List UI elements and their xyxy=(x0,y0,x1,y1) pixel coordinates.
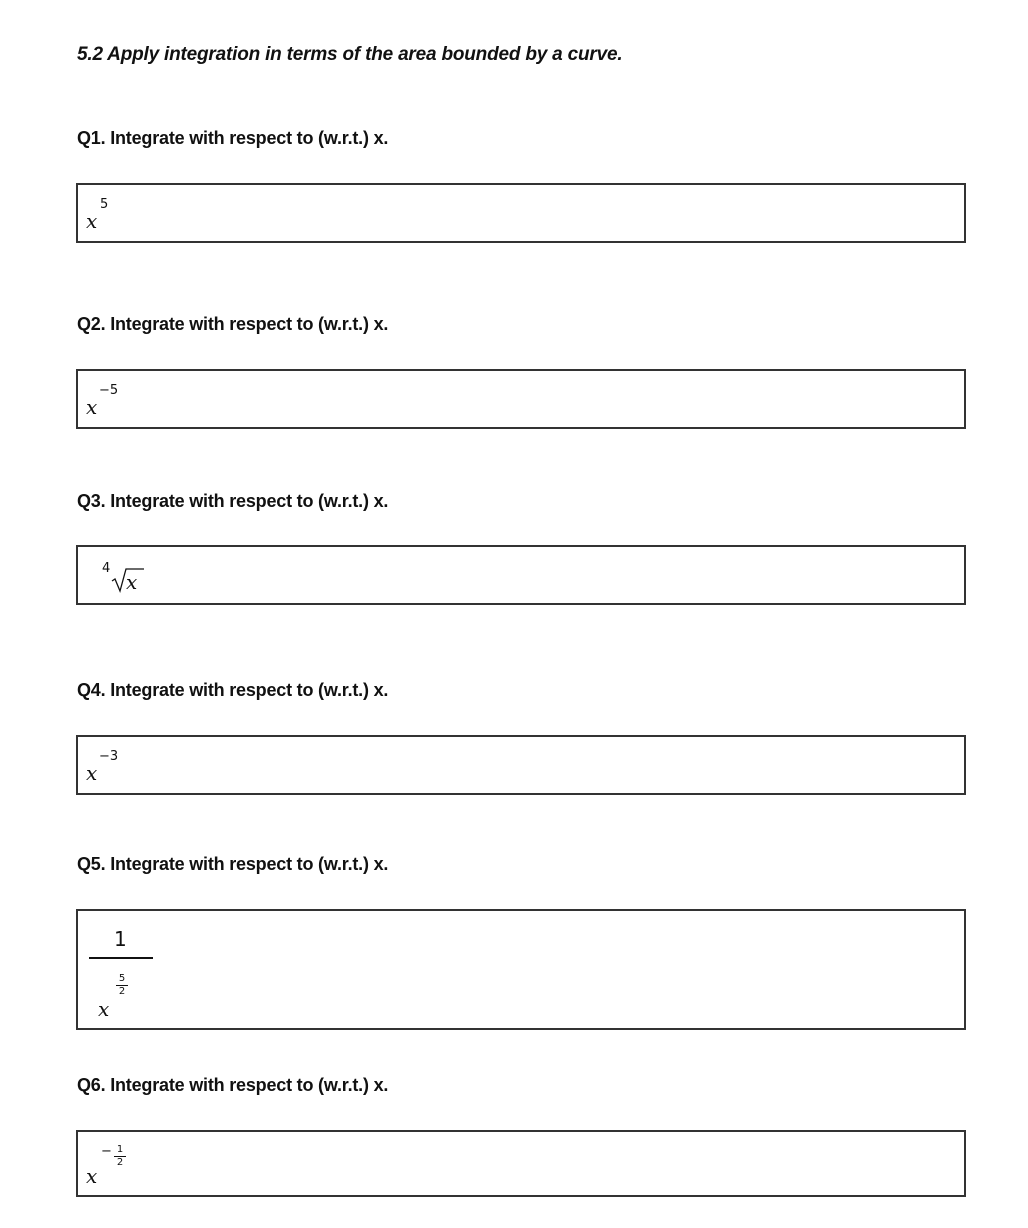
q3-root-index: 4 xyxy=(102,561,111,576)
question-2-heading: Q2. Integrate with respect to (w.r.t.) x. xyxy=(77,314,389,334)
q6-exponent-denominator: 2 xyxy=(116,1157,124,1168)
q6-exponent xyxy=(114,1145,126,1168)
q4-exponent: −3 xyxy=(99,749,119,764)
q5-exponent-denominator: 2 xyxy=(118,986,126,997)
question-4-box xyxy=(76,735,966,795)
page-title: 5.2 Apply integration in terms of the area bounded by a curve. xyxy=(77,44,623,65)
question-3-heading: Q3. Integrate with respect to (w.r.t.) x. xyxy=(77,491,389,511)
q5-exponent xyxy=(116,974,128,997)
question-1-box xyxy=(76,183,966,243)
question-5-heading: Q5. Integrate with respect to (w.r.t.) x. xyxy=(77,854,389,874)
q5-base: x xyxy=(98,997,110,1021)
question-1-heading: Q1. Integrate with respect to (w.r.t.) x. xyxy=(77,128,389,148)
question-6-heading: Q6. Integrate with respect to (w.r.t.) x. xyxy=(77,1075,389,1095)
q2-exponent: −5 xyxy=(99,383,119,398)
q4-base: x xyxy=(86,761,98,785)
question-5-box xyxy=(76,909,966,1030)
q6-base: x xyxy=(86,1164,98,1188)
question-2-box xyxy=(76,369,966,429)
question-4-heading: Q4. Integrate with respect to (w.r.t.) x. xyxy=(77,680,389,700)
question-6-box xyxy=(76,1130,966,1197)
q6-exponent-sign: − xyxy=(101,1144,112,1159)
q1-exponent: 5 xyxy=(100,197,109,212)
q5-exponent-numerator: 5 xyxy=(118,973,126,984)
q6-exponent-numerator: 1 xyxy=(116,1144,124,1155)
q1-base: x xyxy=(86,209,98,233)
q5-fraction-bar xyxy=(89,957,153,959)
q3-radicand: x xyxy=(126,570,138,594)
question-3-box xyxy=(76,545,966,605)
q2-base: x xyxy=(86,395,98,419)
q5-numerator: 1 xyxy=(114,927,127,951)
